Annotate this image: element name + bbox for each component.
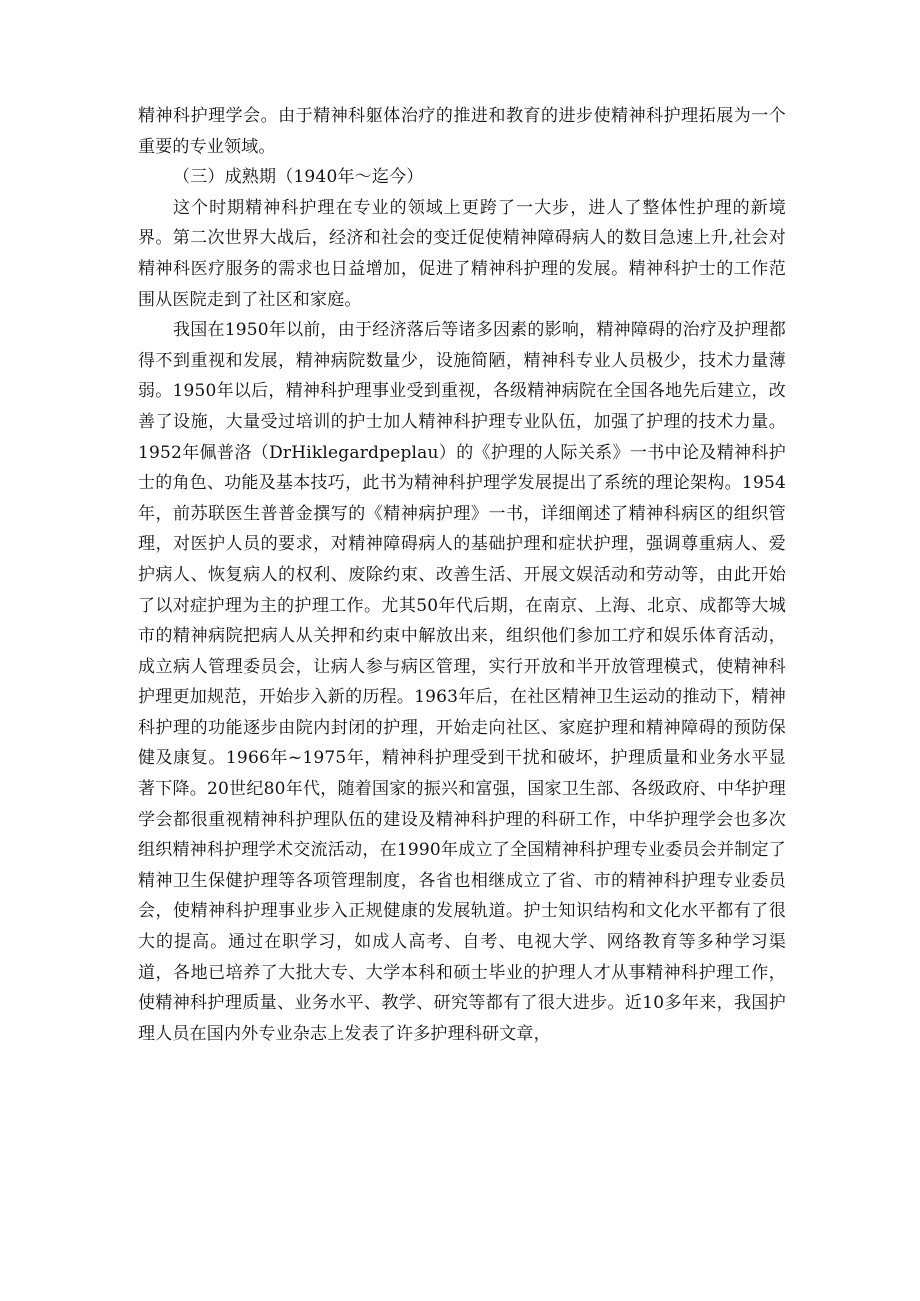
document-page <box>138 101 786 1049</box>
section-heading: （三）成熟期（1940年～迄今） <box>173 167 424 188</box>
paragraph-continuation: 精神科护理学会。由于精神科躯体治疗的推进和教育的进步使精神科护理拓展为一个重要的专业领域。 <box>138 106 786 157</box>
paragraph: 这个时期精神科护理在专业的领域上更跨了一大步，进人了整体性护理的新境界。第二次世界大战后，经济和社会的变迁促使精神障碍病人的数目急速上升,社会对精神科医疗服务的需求也日益增加，促进了精神科护理的发展。精神科护士的工作范围从医院走到了社区和家庭。 <box>138 197 786 310</box>
paragraph: 我国在1950年以前，由于经济落后等诸多因素的影响，精神障碍的治疗及护理都得不到重视和发展，精神病院数量少，设施简陋，精神科专业人员极少，技术力量薄弱。1950年以后，精神科护理事业受到重视，各级精神病院在全国各地先后建立，改善了设施，大量受过培训的护士加人精神科护理专业队伍，加强了护理的技术力量。1952年佩普洛（DrHiklegardpeplau）的《护理的人际关系》一书中论及精神科护士的角色、功能及基本技巧，此书为精神科护理学发展提出了系统的理论架构。1954年，前苏联医生普普金撰写的《精神病护理》一书，详细阐述了精神科病区的组织管理，对医护人员的要求，对精神障碍病人的基础护理和症状护理，强调尊重病人、爱护病人、恢复病人的权利、废除约束、改善生活、开展文娱活动和劳动等，由此开始了以对症护理为主的护理工作。尤其50年代后期，在南京、上海、北京、成都等大城市的精神病院把病人从关押和约束中解放出来，组织他们参加工疗和娱乐体育活动，成立病人管理委员会，让病人参与病区管理，实行开放和半开放管理模式，使精神科护理更加规范，开始步入新的历程。1963年后，在社区精神卫生运动的推动下，精神科护理的功能逐步由院内封闭的护理，开始走向社区、家庭护理和精神障碍的预防保健及康复。1966年~1975年，精神科护理受到干扰和破坏，护理质量和业务水平显著下降。20世纪80年代，随着国家的振兴和富强，国家卫生部、各级政府、中华护理学会都很重视精神科护理队伍的建设及精神科护理的科研工作，中华护理学会也多次组织精神科护理学术交流活动，在1990年成立了全国精神科护理专业委员会并制定了精神卫生保健护理等各项管理制度，各省也相继成立了省、市的精神科护理专业委员会，使精神科护理事业步入正规健康的发展轨道。护士知识结构和文化水平都有了很大的提高。通过在职学习，如成人高考、自考、电视大学、网络教育等多种学习渠道，各地已培养了大批大专、大学本科和硕士毕业的护理人才从事精神科护理工作，使精神科护理质量、业务水平、教学、研究等都有了很大进步。近10多年来，我国护理人员在国内外专业杂志上发表了许多护理科研文章， <box>138 320 786 1044</box>
